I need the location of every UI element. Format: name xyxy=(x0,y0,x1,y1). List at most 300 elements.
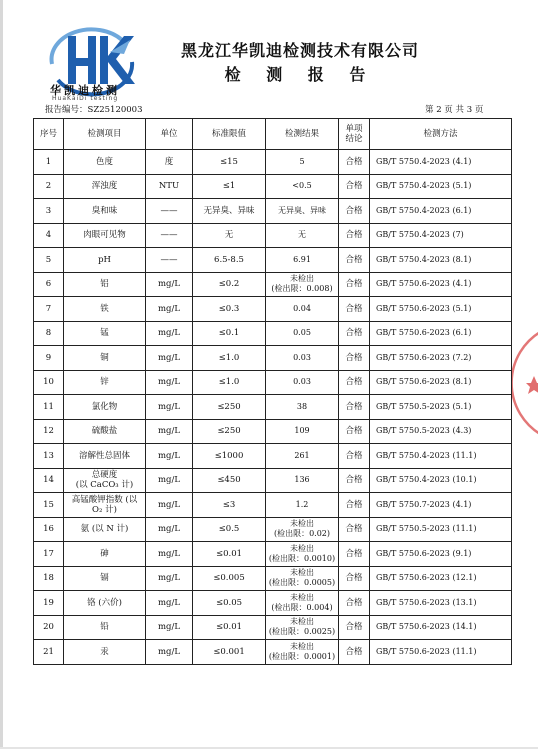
cell-limit xyxy=(193,370,266,395)
cell-result xyxy=(266,444,339,469)
cell-no-text: 4 xyxy=(45,230,52,241)
cell-limit-text: ≤3 xyxy=(222,499,236,510)
cell-conclusion-text: 合格 xyxy=(345,377,363,388)
cell-result-text: 136 xyxy=(294,475,310,485)
cell-unit-text: mg/L xyxy=(157,377,180,388)
cell-no xyxy=(34,591,64,616)
cell-unit-text: 度 xyxy=(164,156,174,167)
cell-no-text: 2 xyxy=(45,181,52,192)
cell-result xyxy=(266,174,339,199)
cell-conclusion-text: 合格 xyxy=(345,426,363,437)
cell-limit xyxy=(193,468,266,493)
cell-no xyxy=(34,566,64,591)
cell-unit xyxy=(146,444,193,469)
cell-no xyxy=(34,493,64,518)
cell-conclusion xyxy=(339,517,370,542)
cell-method-text: GB/T 5750.4-2023 (5.1) xyxy=(376,181,472,191)
cell-item-text: 浑浊度 xyxy=(91,181,118,192)
cell-no-text: 12 xyxy=(43,426,54,437)
cell-unit xyxy=(146,199,193,224)
cell-limit xyxy=(193,199,266,224)
table-row xyxy=(34,444,512,469)
cell-item xyxy=(64,591,146,616)
cell-limit xyxy=(193,223,266,248)
page-indicator: 第 2 页 共 3 页 xyxy=(425,105,484,115)
cell-result xyxy=(266,468,339,493)
cell-result xyxy=(266,517,339,542)
cell-no-text: 21 xyxy=(43,646,54,657)
cell-result-text: 未检出 xyxy=(290,641,314,651)
table-row xyxy=(34,321,512,346)
col-header-method: 检测方法 xyxy=(370,119,512,150)
cell-no xyxy=(34,517,64,542)
cell-conclusion xyxy=(339,591,370,616)
cell-no xyxy=(34,272,64,297)
cell-unit-text: mg/L xyxy=(157,328,180,339)
cell-limit-text: ≤0.2 xyxy=(218,279,240,290)
table-row xyxy=(34,517,512,542)
cell-unit-text: mg/L xyxy=(157,426,180,437)
cell-conclusion xyxy=(339,493,370,518)
cell-result xyxy=(266,542,339,567)
cell-result-detection-limit: (检出限：0.0025) xyxy=(268,627,336,637)
cell-item xyxy=(64,468,146,493)
cell-conclusion-text: 合格 xyxy=(345,646,363,657)
cell-result-text: 未检出 xyxy=(290,617,314,627)
cell-method-text: GB/T 5750.4-2023 (7) xyxy=(376,230,464,240)
cell-no xyxy=(34,395,64,420)
cell-result xyxy=(266,272,339,297)
cell-conclusion-text: 合格 xyxy=(345,475,363,486)
cell-result-text: 未检出 xyxy=(290,543,314,553)
cell-method-text: GB/T 5750.6-2023 (7.2) xyxy=(376,352,472,362)
cell-method-text: GB/T 5750.7-2023 (4.1) xyxy=(376,499,472,509)
cell-limit-text: ≤15 xyxy=(220,156,238,167)
cell-unit xyxy=(146,591,193,616)
cell-unit xyxy=(146,370,193,395)
cell-unit-text: mg/L xyxy=(157,401,180,412)
cell-method xyxy=(370,150,512,175)
cell-conclusion xyxy=(339,199,370,224)
cell-limit-text: ≤0.3 xyxy=(218,303,240,314)
cell-conclusion xyxy=(339,174,370,199)
cell-limit xyxy=(193,591,266,616)
cell-no-text: 14 xyxy=(43,475,54,486)
cell-result-text: 0.05 xyxy=(293,328,311,338)
table-header-row xyxy=(34,119,512,150)
cell-limit xyxy=(193,272,266,297)
cell-no-text: 1 xyxy=(45,156,52,167)
cell-conclusion xyxy=(339,468,370,493)
cell-result-text: 无异臭、异味 xyxy=(278,205,326,215)
table-row xyxy=(34,272,512,297)
cell-no xyxy=(34,248,64,273)
cell-method xyxy=(370,517,512,542)
cell-no xyxy=(34,223,64,248)
cell-result xyxy=(266,199,339,224)
cell-unit xyxy=(146,468,193,493)
cell-item-text: 总硬度 xyxy=(91,470,118,481)
cell-limit-text: ≤450 xyxy=(217,475,241,486)
cell-limit xyxy=(193,174,266,199)
cell-no xyxy=(34,199,64,224)
cell-conclusion xyxy=(339,444,370,469)
cell-unit-text: mg/L xyxy=(157,524,180,535)
cell-no-text: 11 xyxy=(43,401,54,412)
col-header-unit: 单位 xyxy=(146,119,193,150)
cell-method-text: GB/T 5750.6-2023 (5.1) xyxy=(376,303,472,313)
table-row xyxy=(34,542,512,567)
report-title: 检 测 报 告 xyxy=(224,65,376,84)
cell-method-text: GB/T 5750.6-2023 (9.1) xyxy=(376,548,472,558)
cell-item xyxy=(64,321,146,346)
cell-result-text: 261 xyxy=(294,450,310,460)
cell-unit xyxy=(146,174,193,199)
cell-no-text: 15 xyxy=(43,499,54,510)
table-row xyxy=(34,419,512,444)
cell-method-text: GB/T 5750.4-2023 (10.1) xyxy=(376,475,477,485)
cell-unit xyxy=(146,542,193,567)
cell-result-text: 0.03 xyxy=(293,352,311,362)
cell-result xyxy=(266,150,339,175)
cell-result xyxy=(266,223,339,248)
cell-item xyxy=(64,640,146,665)
cell-conclusion-text: 合格 xyxy=(345,181,363,192)
cell-limit xyxy=(193,395,266,420)
cell-unit xyxy=(146,321,193,346)
cell-limit-text: 无 xyxy=(224,230,234,241)
logo-text-en: HuaKaiDi testing xyxy=(52,95,119,102)
cell-result-text: 0.04 xyxy=(293,303,311,313)
cell-result-detection-limit: (检出限：0.0010) xyxy=(268,553,336,563)
cell-conclusion-text: 合格 xyxy=(345,401,363,412)
cell-unit xyxy=(146,297,193,322)
cell-item-text: 色度 xyxy=(95,156,113,167)
cell-unit-text: mg/L xyxy=(157,597,180,608)
cell-conclusion-text: 合格 xyxy=(345,499,363,510)
cell-item-text: 高锰酸钾指数 (以 xyxy=(71,494,138,505)
cell-result-text: 未检出 xyxy=(290,274,314,284)
cell-method xyxy=(370,591,512,616)
cell-conclusion xyxy=(339,150,370,175)
cell-method-text: GB/T 5750.4-2023 (11.1) xyxy=(376,450,477,460)
cell-limit xyxy=(193,615,266,640)
page-left-edge xyxy=(0,0,3,749)
cell-unit xyxy=(146,566,193,591)
cell-no-text: 7 xyxy=(45,303,52,314)
cell-unit xyxy=(146,640,193,665)
cell-item xyxy=(64,174,146,199)
cell-item xyxy=(64,517,146,542)
cell-item xyxy=(64,248,146,273)
cell-unit xyxy=(146,493,193,518)
cell-method-text: GB/T 5750.4-2023 (8.1) xyxy=(376,254,472,264)
cell-no-text: 3 xyxy=(45,205,52,216)
cell-result xyxy=(266,346,339,371)
cell-item xyxy=(64,493,146,518)
cell-limit-text: 6.5-8.5 xyxy=(214,254,244,265)
cell-unit-text: mg/L xyxy=(157,573,180,584)
cell-result xyxy=(266,297,339,322)
col-header-limit: 标准限值 xyxy=(193,119,266,150)
cell-limit xyxy=(193,444,266,469)
cell-result xyxy=(266,419,339,444)
cell-method xyxy=(370,248,512,273)
cell-item-text: 氨 (以 N 计) xyxy=(80,524,129,535)
cell-limit xyxy=(193,493,266,518)
cell-no-text: 19 xyxy=(43,597,54,608)
cell-item-text: 臭和味 xyxy=(91,205,118,216)
table-row xyxy=(34,150,512,175)
table-row xyxy=(34,566,512,591)
cell-method xyxy=(370,444,512,469)
cell-result-text: 109 xyxy=(294,426,310,436)
cell-limit xyxy=(193,542,266,567)
cell-result xyxy=(266,370,339,395)
cell-unit-text: mg/L xyxy=(157,548,180,559)
cell-conclusion xyxy=(339,566,370,591)
table-row xyxy=(34,591,512,616)
cell-conclusion xyxy=(339,640,370,665)
cell-no-text: 9 xyxy=(45,352,52,363)
cell-item-text: 肉眼可见物 xyxy=(83,230,126,241)
table-row xyxy=(34,174,512,199)
col-header-result: 检测结果 xyxy=(266,119,339,150)
cell-conclusion xyxy=(339,419,370,444)
cell-item xyxy=(64,615,146,640)
cell-limit-text: ≤0.05 xyxy=(215,597,243,608)
cell-limit xyxy=(193,297,266,322)
cell-method-text: GB/T 5750.6-2023 (14.1) xyxy=(376,622,477,632)
cell-result-text: 未检出 xyxy=(290,519,314,529)
cell-item-text: 铜 xyxy=(100,352,109,363)
cell-conclusion xyxy=(339,395,370,420)
cell-conclusion-text: 合格 xyxy=(345,205,363,216)
cell-unit-text: —— xyxy=(160,254,178,265)
cell-item-text: 氯化物 xyxy=(91,401,118,412)
cell-limit-text: ≤250 xyxy=(217,401,241,412)
cell-item xyxy=(64,444,146,469)
cell-limit xyxy=(193,346,266,371)
cell-item xyxy=(64,150,146,175)
cell-item-text-line2: (以 CaCO₃ 计) xyxy=(75,480,134,491)
cell-method xyxy=(370,395,512,420)
cell-conclusion xyxy=(339,321,370,346)
cell-unit xyxy=(146,223,193,248)
cell-conclusion-text: 合格 xyxy=(345,597,363,608)
cell-conclusion-text: 合格 xyxy=(345,279,363,290)
cell-no xyxy=(34,444,64,469)
cell-result-text: 未检出 xyxy=(290,592,314,602)
cell-result-text: 1.2 xyxy=(295,499,309,509)
table-row xyxy=(34,248,512,273)
cell-result xyxy=(266,248,339,273)
cell-method xyxy=(370,174,512,199)
cell-limit xyxy=(193,321,266,346)
cell-method xyxy=(370,346,512,371)
table-row xyxy=(34,346,512,371)
cell-no-text: 10 xyxy=(43,377,54,388)
cell-conclusion xyxy=(339,615,370,640)
cell-no xyxy=(34,419,64,444)
cell-unit-text: mg/L xyxy=(157,646,180,657)
cell-limit-text: ≤1.0 xyxy=(218,377,240,388)
cell-method xyxy=(370,370,512,395)
cell-no-text: 16 xyxy=(43,524,54,535)
cell-result xyxy=(266,640,339,665)
cell-result-text: 未检出 xyxy=(290,568,314,578)
cell-method-text: GB/T 5750.5-2023 (5.1) xyxy=(376,401,472,411)
cell-method xyxy=(370,419,512,444)
cell-result-detection-limit: (检出限：0.02) xyxy=(273,529,331,539)
cell-conclusion-text: 合格 xyxy=(345,156,363,167)
cell-unit xyxy=(146,615,193,640)
cell-conclusion-text: 合格 xyxy=(345,230,363,241)
cell-unit-text: mg/L xyxy=(157,352,180,363)
cell-unit xyxy=(146,517,193,542)
table-row xyxy=(34,615,512,640)
cell-conclusion xyxy=(339,346,370,371)
cell-conclusion-text: 合格 xyxy=(345,548,363,559)
cell-method-text: GB/T 5750.4-2023 (4.1) xyxy=(376,156,472,166)
cell-result xyxy=(266,321,339,346)
cell-no-text: 6 xyxy=(45,279,52,290)
cell-method-text: GB/T 5750.4-2023 (6.1) xyxy=(376,205,472,215)
cell-item xyxy=(64,346,146,371)
cell-no-text: 13 xyxy=(43,450,54,461)
cell-item xyxy=(64,566,146,591)
cell-unit xyxy=(146,150,193,175)
cell-result-text: 5 xyxy=(299,156,305,166)
cell-result xyxy=(266,395,339,420)
cell-item-text-line2: O₂ 计) xyxy=(92,504,117,515)
cell-item xyxy=(64,223,146,248)
table-row xyxy=(34,223,512,248)
cell-result-text: 6.91 xyxy=(293,254,311,264)
cell-limit xyxy=(193,419,266,444)
cell-item xyxy=(64,542,146,567)
cell-method-text: GB/T 5750.6-2023 (12.1) xyxy=(376,573,477,583)
cell-conclusion-text: 合格 xyxy=(345,573,363,584)
cell-method xyxy=(370,493,512,518)
cell-unit-text: —— xyxy=(160,230,178,241)
cell-no xyxy=(34,640,64,665)
cell-method-text: GB/T 5750.6-2023 (6.1) xyxy=(376,328,472,338)
cell-item xyxy=(64,297,146,322)
cell-item xyxy=(64,395,146,420)
cell-conclusion-text: 合格 xyxy=(345,254,363,265)
cell-conclusion xyxy=(339,248,370,273)
cell-result xyxy=(266,493,339,518)
table-row xyxy=(34,493,512,518)
cell-no-text: 5 xyxy=(45,254,52,265)
cell-item-text: 溶解性总固体 xyxy=(78,450,130,461)
cell-no-text: 8 xyxy=(45,328,52,339)
cell-result-text: <0.5 xyxy=(292,181,312,191)
cell-no xyxy=(34,297,64,322)
cell-item xyxy=(64,199,146,224)
cell-item-text: 铅 xyxy=(100,622,109,633)
cell-unit-text: mg/L xyxy=(157,279,180,290)
col-header-conclusion: 单项结论 xyxy=(339,119,370,150)
logo-text-cn: 华凯迪检测 xyxy=(50,84,120,97)
cell-item xyxy=(64,419,146,444)
cell-result-text: 0.03 xyxy=(293,377,311,387)
cell-limit xyxy=(193,248,266,273)
cell-unit-text: NTU xyxy=(158,181,180,192)
cell-method-text: GB/T 5750.5-2023 (11.1) xyxy=(376,524,477,534)
cell-method xyxy=(370,640,512,665)
cell-unit-text: mg/L xyxy=(157,499,180,510)
cell-item xyxy=(64,370,146,395)
cell-limit-text: ≤0.001 xyxy=(213,646,245,657)
cell-result-detection-limit: (检出限：0.0005) xyxy=(268,578,336,588)
cell-no xyxy=(34,150,64,175)
cell-conclusion xyxy=(339,223,370,248)
cell-conclusion-text: 合格 xyxy=(345,328,363,339)
table-row xyxy=(34,297,512,322)
cell-conclusion xyxy=(339,370,370,395)
cell-result-text: 38 xyxy=(296,401,308,411)
cell-method xyxy=(370,272,512,297)
cell-item-text: 铬 (六价) xyxy=(87,597,122,608)
cell-no xyxy=(34,174,64,199)
cell-limit xyxy=(193,566,266,591)
cell-no xyxy=(34,370,64,395)
cell-unit xyxy=(146,248,193,273)
report-number: 报告编号：SZ25120003 xyxy=(45,105,143,115)
col-header-no: 序号 xyxy=(34,119,64,150)
cell-method xyxy=(370,542,512,567)
cell-unit xyxy=(146,346,193,371)
cell-method xyxy=(370,468,512,493)
cell-method-text: GB/T 5750.6-2023 (13.1) xyxy=(376,597,477,607)
cell-conclusion-text: 合格 xyxy=(345,352,363,363)
cell-result-detection-limit: (检出限：0.004) xyxy=(271,602,333,612)
table-row xyxy=(34,640,512,665)
table-body xyxy=(34,150,512,665)
cell-result xyxy=(266,566,339,591)
cell-item-text: 铝 xyxy=(100,279,109,290)
table-row xyxy=(34,370,512,395)
company-name: 黑龙江华凯迪检测技术有限公司 xyxy=(180,41,419,60)
cell-unit-text: mg/L xyxy=(157,303,180,314)
cell-unit-text: mg/L xyxy=(157,475,180,486)
cell-method xyxy=(370,223,512,248)
cell-limit-text: ≤0.01 xyxy=(215,622,243,633)
cell-method xyxy=(370,615,512,640)
cell-conclusion-text: 合格 xyxy=(345,622,363,633)
cell-method-text: GB/T 5750.6-2023 (8.1) xyxy=(376,377,472,387)
cell-item-text: pH xyxy=(98,254,111,265)
cell-limit xyxy=(193,517,266,542)
table-row xyxy=(34,199,512,224)
cell-method xyxy=(370,321,512,346)
cell-no xyxy=(34,346,64,371)
cell-result xyxy=(266,615,339,640)
cell-unit xyxy=(146,395,193,420)
cell-conclusion xyxy=(339,297,370,322)
cell-conclusion-text: 合格 xyxy=(345,524,363,535)
cell-no-text: 18 xyxy=(43,573,54,584)
cell-limit-text: ≤0.01 xyxy=(215,548,243,559)
cell-conclusion xyxy=(339,542,370,567)
cell-limit-text: ≤1.0 xyxy=(218,352,240,363)
cell-method xyxy=(370,297,512,322)
cell-unit-text: mg/L xyxy=(157,450,180,461)
cell-conclusion-text: 合格 xyxy=(345,450,363,461)
cell-limit-text: 无异臭、异味 xyxy=(203,205,255,216)
